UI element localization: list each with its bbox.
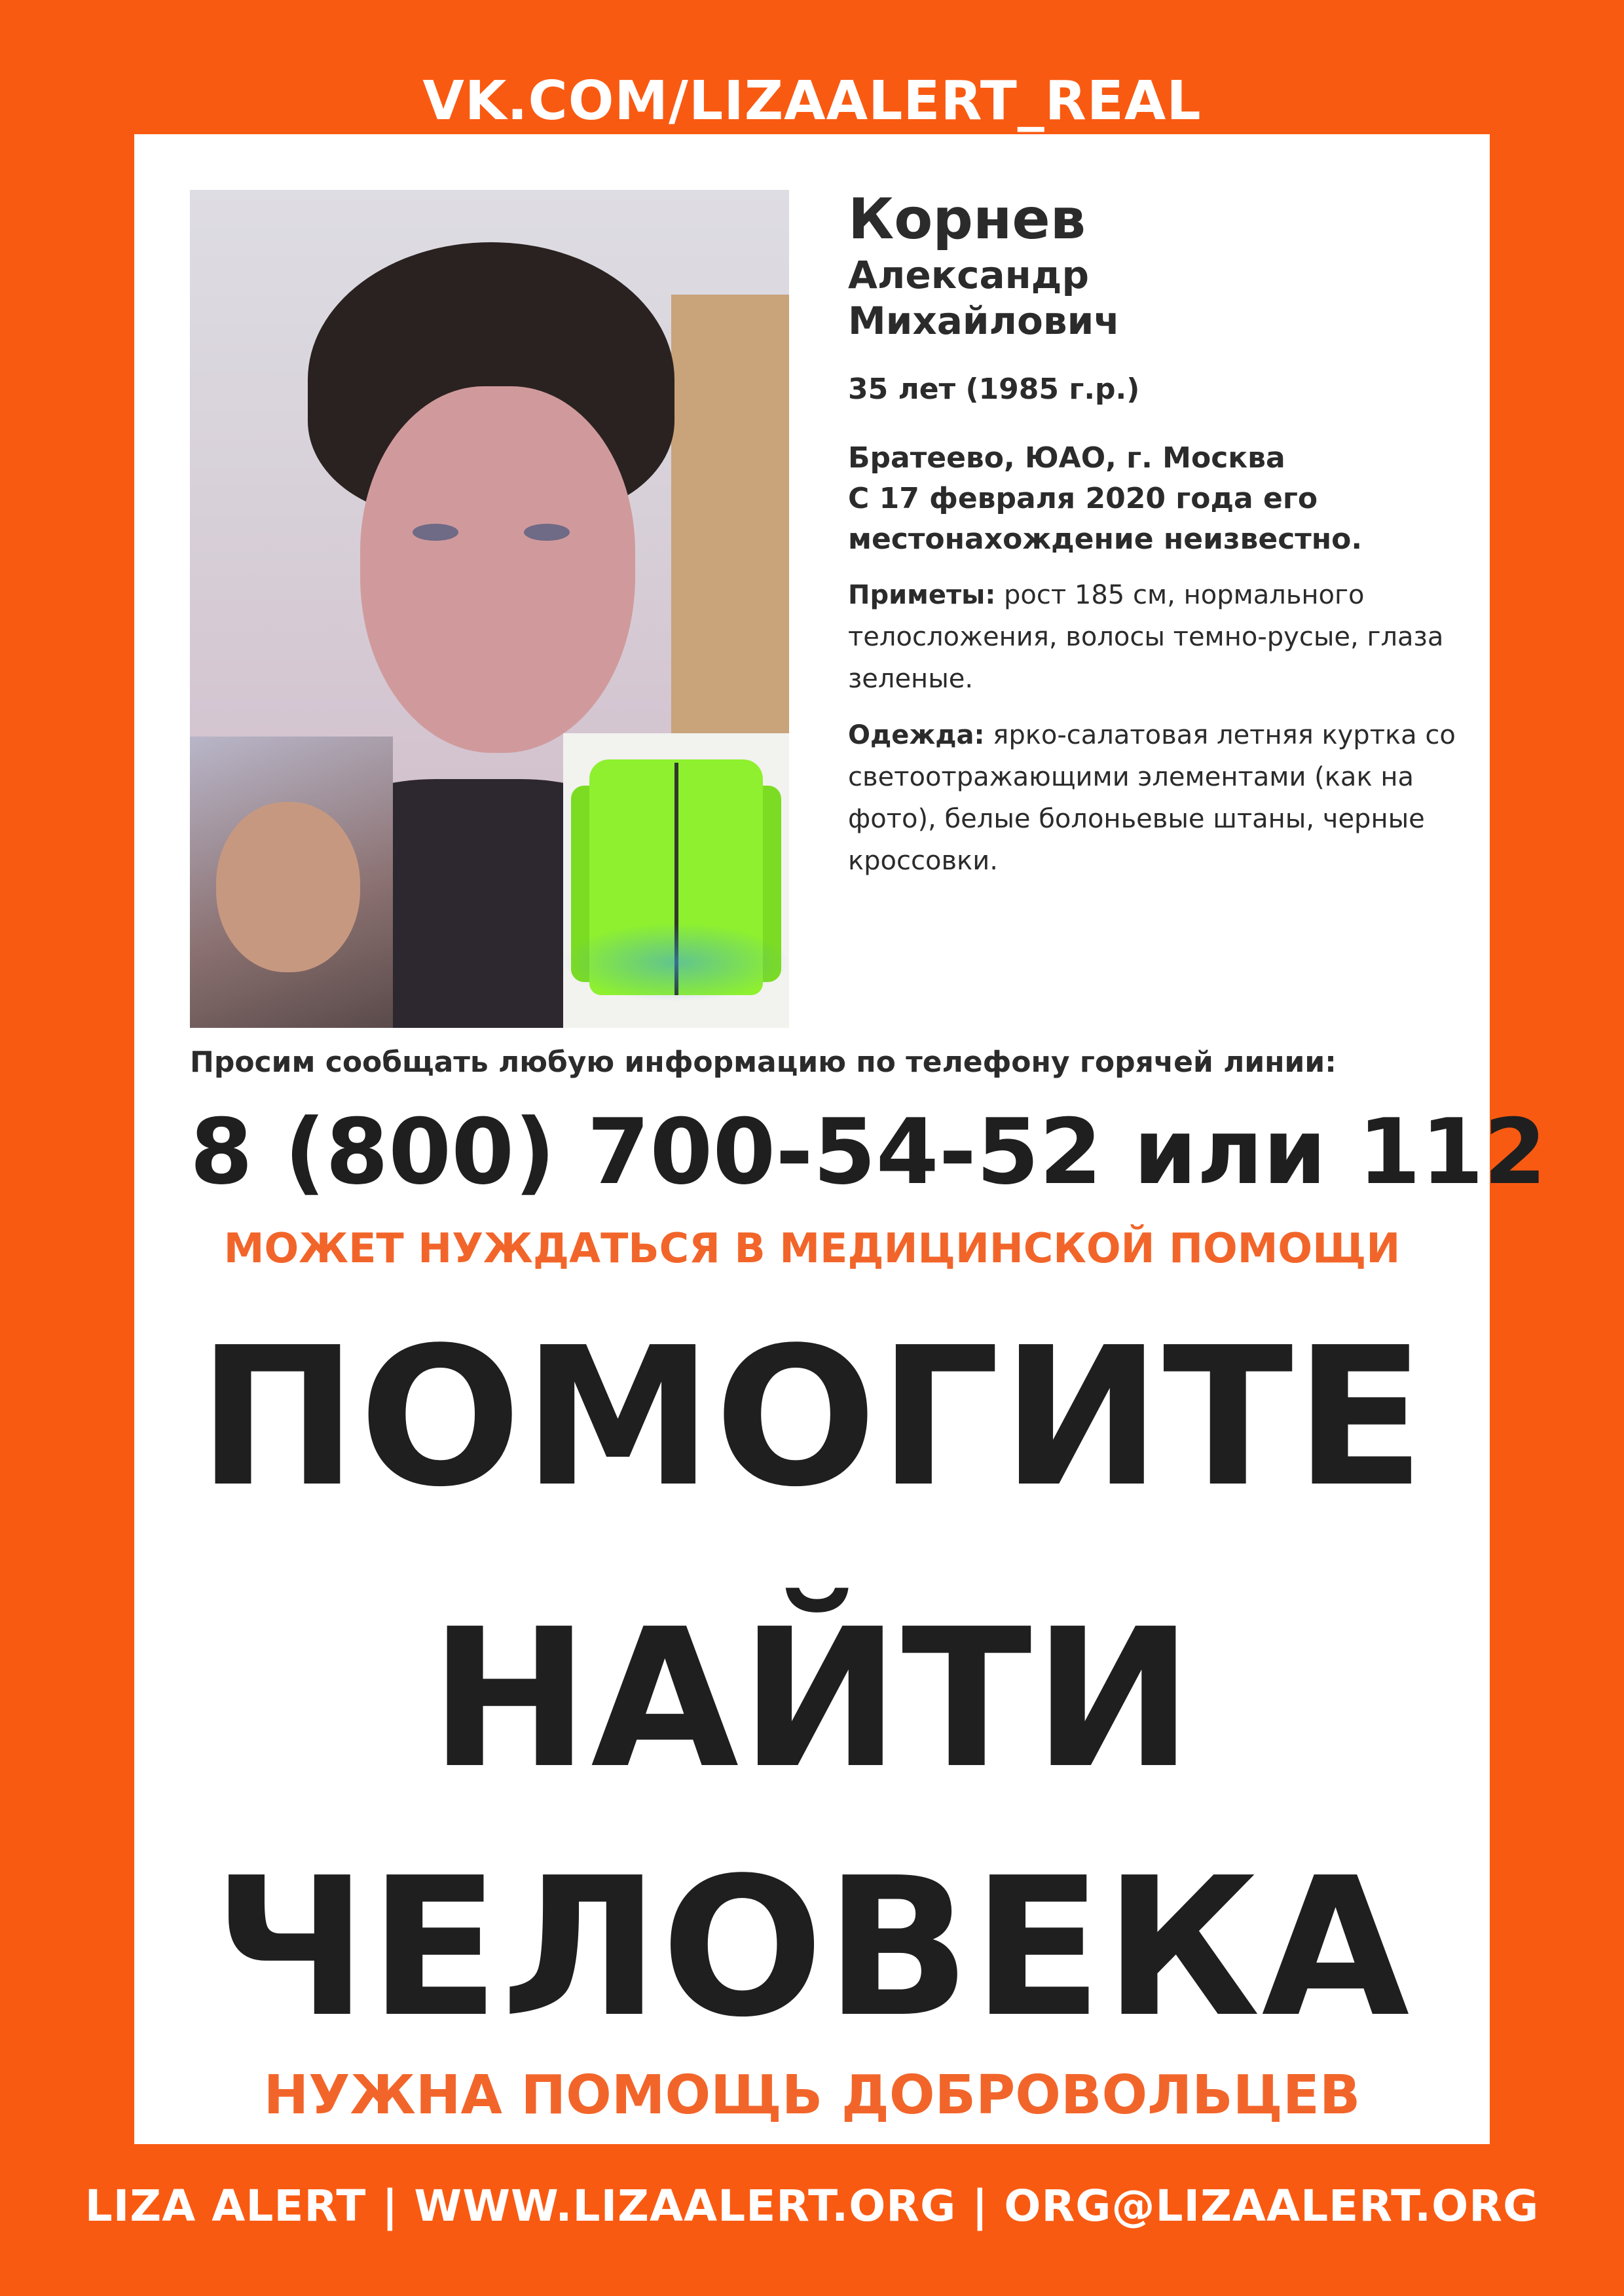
medical-notice: МОЖЕТ НУЖДАТЬСЯ В МЕДИЦИНСКОЙ ПОМОЩИ [223, 1224, 1401, 1272]
signs-text: рост 185 см, нормального телосложения, волосы темно-русые, глаза зеленые. [848, 580, 1444, 694]
photo-face [360, 386, 635, 753]
signs-paragraph [848, 574, 1457, 700]
missing-since: С 17 февраля 2020 года его [848, 482, 1318, 515]
clothes-text: ярко-салатовая летняя куртка со светоотражающими элементами (как на фото), белые болоньевые штаны, черные кроссовки. [848, 720, 1456, 876]
headline-line-1: ПОМОГИТЕ [197, 1306, 1427, 1529]
person-surname: Корнев [848, 187, 1086, 252]
clothes-label: Одежда: [848, 720, 985, 750]
headline-line-3: ЧЕЛОВЕКА [213, 1836, 1411, 2059]
person-first-name: Александр [848, 253, 1090, 297]
person-info [848, 187, 1457, 882]
person-location: Братеево, ЮАО, г. Москва [848, 441, 1285, 475]
footer-contacts: LIZA ALERT | WWW.LIZAALERT.ORG | ORG@LIZAALERT.ORG [84, 2181, 1540, 2231]
header-url: VK.COM/LIZAALERT_REAL [422, 70, 1202, 132]
person-photo-secondary [190, 737, 393, 1028]
jacket-photo [563, 733, 789, 1028]
clothes-paragraph [848, 714, 1457, 882]
signs-label: Приметы: [848, 580, 996, 610]
photo-eye [413, 524, 458, 541]
hotline-request: Просим сообщать любую информацию по телефону горячей линии: [190, 1046, 1337, 1079]
photo-head [216, 802, 360, 972]
missing-status: местонахождение неизвестно. [848, 522, 1363, 556]
poster-card [134, 134, 1547, 2144]
volunteers-notice: НУЖНА ПОМОЩЬ ДОБРОВОЛЬЦЕВ [263, 2064, 1361, 2126]
photo-eye [524, 524, 570, 541]
headline-line-2: НАЙТИ [429, 1588, 1195, 1810]
person-patronymic: Михайлович [848, 299, 1120, 343]
hotline-phone: 8 (800) 700-54-52 или 112 [190, 1099, 1547, 1205]
water-splash [563, 923, 789, 1002]
person-age: 35 лет (1985 г.р.) [848, 373, 1140, 406]
